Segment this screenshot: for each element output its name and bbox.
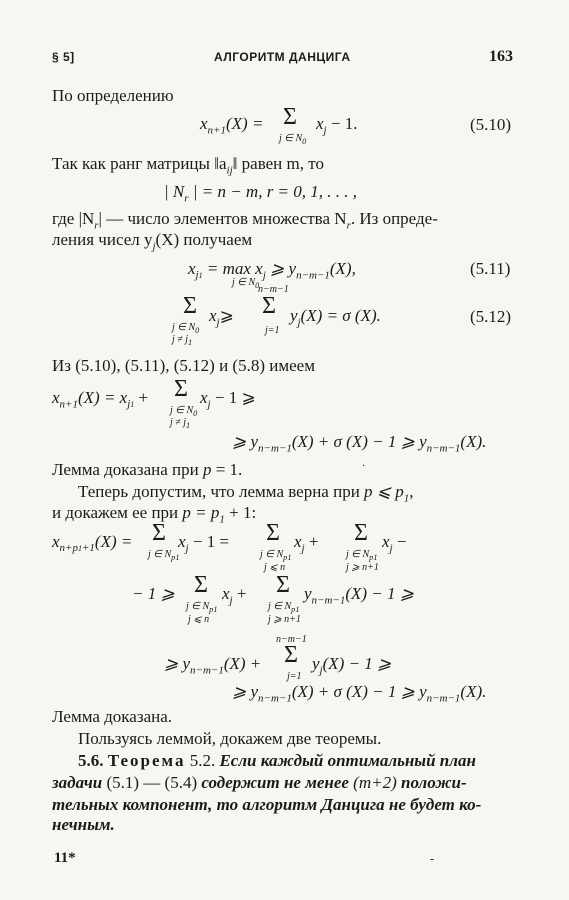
sum-symbol: Σ	[283, 104, 297, 130]
max-limit: j ∈ $N_0$	[232, 277, 260, 290]
sum-limit: j ⩽ n	[264, 562, 286, 573]
sum-symbol: Σ	[194, 572, 208, 598]
sum-lower-limit: j=1	[287, 671, 302, 682]
text-line: и докажем ее при $p = p_1 + 1$:	[52, 503, 257, 526]
text-line: Пользуясь леммой, докажем две теоремы.	[78, 729, 382, 748]
sum-limit: j ∈ $N_{p1}$	[268, 601, 300, 614]
theorem-text: нечным.	[52, 815, 115, 834]
equation-5-12: $x_j⩾$	[209, 306, 234, 329]
sum-symbol: Σ	[266, 520, 280, 546]
print-speck: ·	[362, 461, 366, 472]
equation-5-11: $x_{j1} = \max x_j$ ⩾ $y_{n-m-1}(X)$,	[188, 259, 356, 282]
running-title: АЛГОРИТМ ДАНЦИГА	[214, 50, 351, 64]
sum-limit: j ∈ $N_{p1}$	[148, 549, 180, 562]
sum-limit: j ∈ $N_{p1}$	[186, 601, 218, 614]
equation-derivation-1-body: $x_j - 1$ ⩾	[200, 388, 256, 411]
text-line: Лемма доказана при p = 1.	[52, 460, 243, 479]
section-marker: § 5]	[52, 50, 75, 64]
equation-derivation-5-t2: $y_j(X) - 1$ ⩾	[312, 654, 392, 677]
sum-limit: j ∈ $N_0$	[170, 405, 198, 418]
theorem-text: задачи (5.1) — (5.4) содержит не менее (m+2) положи-	[52, 773, 467, 792]
text-line: где $|N_r|$ — число элементов множества $N_r$. Из опреде-	[52, 209, 438, 232]
equation-number: (5.12)	[470, 307, 512, 326]
equation-nr: | $N_r$ | = n − m, r = 0, 1, . . . ,	[164, 182, 358, 205]
equation-derivation-3-t3: $x_j$ −	[382, 532, 407, 555]
equation-derivation-2: ⩾ $y_{n-m-1}(X) + \sigma$ (X) − 1 ⩾ $y_{n-m-1}(X)$.	[232, 432, 487, 455]
equation-derivation-4-t1: $x_j$ +	[222, 584, 247, 607]
equation-number: (5.10)	[470, 115, 512, 134]
sum-upper-limit: n−m−1	[276, 634, 307, 645]
text-line: ления чисел $y_j(X)$ получаем	[52, 230, 253, 253]
sum-limit: j ⩾ n+1	[346, 562, 379, 573]
equation-5-12-rhs: $y_j(X) = \sigma$ (X).	[290, 306, 381, 329]
sum-symbol: Σ	[284, 642, 298, 668]
text-line: По определению	[52, 86, 174, 105]
equation-derivation-4-t2: $y_{n-m-1}(X) - 1$ ⩾	[304, 584, 415, 607]
sum-symbol: Σ	[276, 572, 290, 598]
sum-symbol: Σ	[183, 293, 197, 319]
equation-5-10: $x_{n+1}(X)$ =	[200, 114, 264, 137]
equation-derivation-4: − 1 ⩾	[132, 584, 175, 603]
sum-limit: j ∈ $N_0$	[172, 322, 200, 335]
printer-signature: 11*	[54, 850, 76, 866]
theorem-heading: 5.6. Теорема 5.2. Если каждый оптимальный план	[78, 751, 476, 770]
sum-symbol: Σ	[152, 520, 166, 546]
sum-lower-limit: j=1	[265, 325, 280, 336]
equation-derivation-6: ⩾ $y_{n-m-1}(X) + \sigma$ (X) − 1 ⩾ $y_{n-m-1}(X)$.	[232, 682, 487, 705]
sum-symbol: Σ	[262, 293, 276, 319]
sum-symbol: Σ	[354, 520, 368, 546]
sum-limit: j ∈ $N_{p1}$	[346, 549, 378, 562]
print-speck: -	[430, 852, 435, 866]
text-line: Лемма доказана.	[52, 707, 173, 726]
sum-symbol: Σ	[174, 376, 188, 402]
sum-limit: j ⩾ n+1	[268, 614, 301, 625]
equation-derivation-3-t2: $x_j$ +	[294, 532, 319, 555]
sum-limit: j ⩽ n	[188, 614, 210, 625]
sum-limit: j ∈ $N_0$	[279, 133, 307, 146]
sum-limit: j ∈ $N_{p1}$	[260, 549, 292, 562]
page-number: 163	[489, 48, 513, 65]
equation-derivation-5: ⩾ $y_{n-m-1}(X)$ +	[164, 654, 262, 677]
text-line: Теперь допустим, что лемма верна при p ⩽ $p_1$,	[78, 482, 414, 505]
text-line: Так как ранг матрицы $‖a_{ij}‖$ равен m, то	[52, 154, 324, 177]
sum-limit: $j \ne j_1$	[170, 417, 191, 430]
text-line: Из (5.10), (5.11), (5.12) и (5.8) имеем	[52, 356, 315, 375]
sum-upper-limit: n−m−1	[258, 284, 289, 295]
sum-limit: $j \ne j_1$	[172, 334, 193, 347]
equation-derivation-3-t1: $x_j - 1$ =	[178, 532, 230, 555]
theorem-text: тельных компонент, то алгоритм Данцига не будет ко-	[52, 795, 482, 814]
equation-number: (5.11)	[470, 259, 511, 278]
equation-derivation-3: $x_{n+p1+1}(X)$ =	[52, 532, 133, 555]
equation-5-10-body: $x_j - 1$.	[316, 114, 358, 137]
equation-derivation-1: $x_{n+1}(X) = x_{j1}$ +	[52, 388, 149, 411]
